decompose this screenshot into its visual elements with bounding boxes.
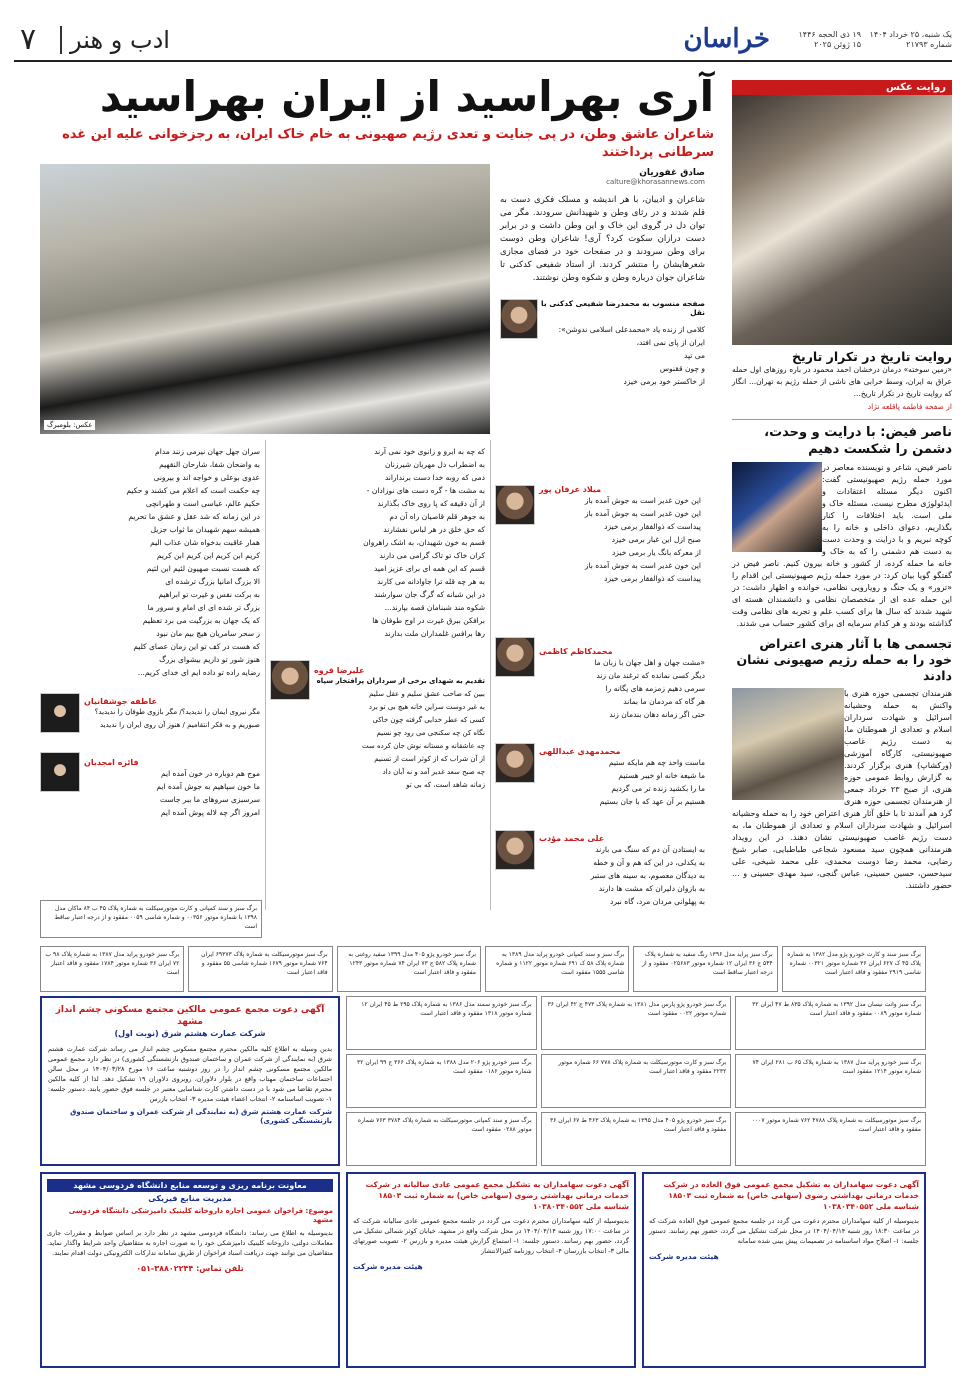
poem-line: هر گاه که مردمان ما بماند [623, 697, 705, 706]
poem-line: این خون غدیر است به جوش آمده باز [584, 496, 701, 505]
poet-portrait [495, 743, 535, 783]
date-line: شماره ۲۱۷۹۳ [906, 40, 952, 49]
poem-line: به غیر دوست سراین خانه هیچ بی تو برد [368, 703, 485, 711]
classified-ad: برگ سبز خودرو سمند مدل ۱۳۸۶ به شماره پلاک ۲۹۵ ط ۴۵ ایران ۱۲ شماره موتور ۱۳۱۸ مفقود و فاقد اعتبار است [346, 996, 537, 1050]
poem-line: تقدیم به شهدای برخی از سرداران پرافتخار سپاه [316, 677, 485, 685]
date-line: ۱۵ ژوئن ۲۰۲۵ [814, 40, 861, 49]
meeting-footer: شرکت عمارت هشتم شرق (به نمایندگی از شرکت عمران و ساختمان صندوق بازنشستگی کشوری) [70, 1108, 332, 1125]
section-title: ادب و هنر [70, 26, 170, 54]
ads-row-1 [40, 946, 926, 992]
feiz-photo [732, 462, 822, 552]
ad-box [40, 900, 262, 938]
poem-line: پیداست که ذوالفقار برمی خیزد [604, 574, 701, 583]
meeting-ad [40, 996, 340, 1166]
poem-line: که یک جهان به بزرگیت می برد تعظیم [142, 616, 260, 625]
classified-ad: برگ سبز موتورسیکلت به شماره پلاک ۶۹۳۷۳ ایران ۷۶۴ شماره موتور ۱۶۷۹ شماره شاسی ۵۵ مفقود و فاقد اعتبار است [188, 946, 332, 992]
poem-line: در این زمانه که شد عقل و عشق ما تحریم [128, 512, 260, 521]
photo-credit: از صفحه فاطمه پاقلعه نژاد [867, 402, 952, 411]
poem-line: ما را بکشید زنده تر می گردیم [611, 784, 705, 793]
poet-portrait [40, 752, 80, 792]
poem-line: حتی اگر زمانه دهان بندمان زند [609, 710, 705, 719]
poem-line: عدوی بوعلی و خواجه اند و بیرونی [153, 473, 260, 482]
poem-line: بزرگ تر شده ای ای امام و سرور ما [147, 603, 260, 612]
subhead: شاعران عاشق وطن، در پی جنایت و تعدی رژیم صهیونی به خام خاک ایران، به رجزخوانی علیه این غده سرطانی پرداختند [62, 127, 714, 160]
classified-ad: برگ سبز و سند کمپانی موتورسیکلت به شماره پلاک ۳۷۸۴ ۷۶۳ شماره موتور ۰۲۸۸ مفقود است [346, 1112, 537, 1166]
poem-line: شکوه مند شبنامان قصه بپارند... [384, 603, 485, 612]
story2-text: هنرمندان تجسمی حوزه هنری با واکنش به حمله وحشیانه اسرائیل و شهادت سرداران اسلام و تعدادی از هموطنان ما، به دست رژیم غاصب صهیونیستی، کارگاه آموزشی (ورکشاپ) هنری برگزار کردند. به گزارش روابط عمومی حوزه هنری، از صبح ۲۳ خرداد جمعی از هنرمندان تجسمی حوزه هنری گرد هم آمدند تا با خلق آثار هنری اعتراض خود را به حمله وحشیانه اسرائیل و شهادت سرداران اسلام و تعدادی از هموطنان ما، به دست رژیم غاصب صهیونیستی نشان دهند. در این رویداد هنرمندانی همچون سید مسعود شجاعی طباطبایی، صابر شیخ رضایی، محمد رضا دوست محمدی، علی محمد شیخی، علی سیدحسن، حسین حسینی، عباس گنجی، سید مهدی حسینی و ... حضور داشتند. [732, 689, 952, 890]
extra-footer: هیئت مدیره شرکت [649, 1252, 719, 1261]
debris-photo [732, 95, 952, 345]
extra-assembly-ad [642, 1172, 926, 1368]
poem-line: این خون غدیر است به جوش آمده باز [584, 509, 701, 518]
classified-ad: برگ سبز و کارت موتورسیکلت به شماره پلاک ۷۷۸ ۶۶ شماره موتور ۲۲۳۲ مفقود و فاقد اعتبار است [541, 1054, 732, 1108]
photo-text: «زمین سوخته» درمان درخشان احمد محمود در باره روزهای اول حمله عراق به ایران، وسط خرابی های ناشی از حمله رژیم به تهران... انگار که روایت تاریخ در تکرار تاریخ... [732, 365, 952, 398]
intro-column [500, 168, 705, 388]
poem-line: «مشت جهان و اهل جهان با زبان ما [594, 658, 705, 667]
date-block-2 [771, 30, 861, 50]
university-subject: موضوع: فراخوان عمومی اجاره داروخانه کلینیک دامپزشکی دانشگاه فردوسی مشهد [68, 1207, 333, 1224]
sidebar [732, 80, 952, 892]
small-ads-grid [346, 996, 926, 1166]
poem-line: و چون ققنوس [659, 364, 705, 373]
poem-line: زمانه شاهد است، که بی تو [406, 781, 485, 789]
poem-line: ما خون سپاهیم به جوش آمده ایم [156, 782, 260, 791]
assembly-ad [346, 1172, 636, 1368]
poet-name: فائزه امجدیان [84, 758, 139, 767]
poem-line: الا بزرگ امانیا بزرگ ترشده ای [165, 577, 260, 586]
page-number: ۷ [20, 22, 37, 57]
poet-portrait [500, 299, 538, 339]
poem-line: از خاکستر خود برمی خیزد [623, 377, 705, 386]
poem-line: نگاه کن چه سکنجی می رود چو نسیم [376, 729, 485, 737]
story2-title: تجسمی ها با آثار هنری اعتراض خود را به حمله رژیم صهیونی نشان دادند [736, 636, 952, 683]
poem-line: سرمی دهیم زمزمه های یگانه را [605, 684, 705, 693]
poems-column-b [270, 445, 485, 792]
meeting-title: آگهی دعوت مجمع عمومی مالکین مجتمع مسکونی چشم انداز مشهد [55, 1005, 325, 1027]
classified-ad: برگ سبز موتورسیکلت به شماره پلاک ۴۷۸۸ ۷۶۲ شماره موتور ۰۰۰۷ مفقود و فاقد اعتبار است [735, 1112, 926, 1166]
poet-name: محمدمهدی عبداللهی [539, 747, 621, 756]
classified-ad: برگ سبز خودرو پژو ۲۰۶ مدل ۱۳۸۸ به شماره پلاک ۳۶۶ ج ۹۹ ایران ۳۲ شماره موتور ۰۱۸۶ مفقود است [346, 1054, 537, 1108]
classified-ad: برگ سبز سند و کارت خودرو پژو مدل ۱۳۸۲ به شماره پلاک ۴۵ ک ۶۲۷ ایران ۳۶ شماره موتور ۰۰۳۲۱ شماره شاسی ۲۹۱۹ مفقود و فاقد اعتبار است [782, 946, 926, 992]
artist-photo [732, 688, 844, 800]
meeting-sub: شرکت عمارت هشتم شرق (نوبت اول) [114, 1029, 266, 1038]
poem-line: ما شیعه خانه او خیبر هستیم [618, 771, 705, 780]
poet-portrait [40, 693, 80, 733]
poems-column-c [40, 445, 260, 819]
poet-name: علیرضا قزوه [314, 666, 365, 675]
poem-line: به یکدلی، در این که هم و آن و خطه [593, 858, 705, 867]
poem-line: به واضحان شفا، شارحان النقهیم [159, 460, 260, 469]
assembly-text: بدینوسیله از کلیه سهامداران محترم دعوت می گردد در جلسه مجمع عمومی عادی سالیانه شرکت که در ساعت ۱۷:۰۰ روز شنبه ۱۴۰۴/۰۴/۱۴ در محل شرکت واقع در مشهد، خیابان کوثر شمالی تشکیل می گردد، حضور بهم رسانند. دستور جلسه: ۱- استماع گزارش هیئت مدیره و بازرس ۲- تصویب صورتهای مالی ۳- انتخاب بازرسان ۴- انتخاب روزنامه کثیرالانتشار [353, 1217, 629, 1255]
poem-line: ماست واحد چه هم مایکه ستیم [608, 758, 705, 767]
poet-portrait [495, 830, 535, 870]
poet-portrait [495, 485, 535, 525]
author-email: calture@khorasannews.com [606, 178, 705, 186]
poem-line: از آن شراب که از کوثر است از تسنیم [374, 755, 485, 763]
classified-ad: برگ سبز خودرو پژو ۴۰۵ مدل ۱۳۹۵ به شماره پلاک ۴۶۳ ط ۶۷ ایران ۳۶ مفقود و فاقد اعتبار است [541, 1112, 732, 1166]
poem-line: به برکت نفس و غیرت تو ابراهیم [158, 590, 260, 599]
meeting-text: بدین وسیله به اطلاع کلیه مالکین محترم مجتمع مسکونی چشم انداز می رساند شرکت عمارت هشتم شرق (به نمایندگی از شرکت عمران و ساختمان صندوق بازنشستگی کشوری) در نظر دارد مجمع عمومی مالکین مجتمع مسکونی چشم انداز را در روز دوشنبه ساعت ۱۶ مورخ ۱۴۰۴/۰۳/۲۸ در محل سالن اجتماعات ساختمان مهتاب واقع در بلوار دلاوران، روبروی دلاوران ۱۹ تشکیل دهد. لذا از کلیه مالکین محترم تقاضا می شود با در دست داشتن کارت شناسایی معتبر در جلسه فوق حضور یابند. دستور جلسه: ۱- تصویب اساسنامه ۲- انتخاب اعضاء هیئت مدیره ۳- انتخاب بازرس [48, 1045, 333, 1103]
poem-line: که هست نسبت صهیون لئیم ابن لئیم [146, 564, 260, 573]
poem-line: رها برافس غلمداران ملت بدارند [384, 629, 485, 638]
poem-line: قسم به خون شهیدان، به اشک راهروان [363, 538, 485, 547]
poem-line: هستیم بر آن عهد که با جان بستیم [599, 797, 705, 806]
poet-name: محمدکاظم کاظمی [539, 647, 613, 656]
poem-line: که حق خلق در هر لباس نفشارند [383, 525, 485, 534]
university-text: بدینوسیله به اطلاع می رساند: دانشگاه فردوسی مشهد در نظر دارد بر اساس ضوابط و مقررات جاری معاملات دولتی، داروخانه کلینیک دامپزشکی خود را به صورت اجاره به متقاضیان واجد شرایط واگذار نماید. متقاضیان می توانند جهت دریافت اسناد فراخوان از طریق سامانه تدارکات الکترونیکی دولت اقدام نمایند. [47, 1229, 333, 1257]
sidebar-label: روایت عکس [732, 80, 952, 95]
story1-text: ناصر فیض، شاعر و نویسنده معاصر در مورد حمله رژیم صهیونیستی گفت: اکنون دیگر مسئله اعتقادات و ایدئولوژی مطرح نیست، مسئله خاک و ملی است. باید اختلافات را کنار بگذاریم، دعوای داخلی و خانه را به کوچه نبریم و با درایت و وحدت دست به دست هم دشمنی را که به خاک و خانه ما حمله کرده، از کشور و خانه بیرون کنیم. ناصر فیض در گفتگو گویا بیان کرد: در مورد حمله رژیم صهیونیستی این اقدام را «ترور» و یک جنگ و رویارویی نظامی، خوانده و اظهار داشت: در این حمله عده ای از متخصصان نظامی و دانشمندان هسته ای شهید شدند که سال ها برای کسب علم و تجربه های نظامی وقت گذاشته بودند و هر کدام سرمایه ای برای کشور حساب می شدند. [732, 463, 952, 628]
masthead [0, 0, 966, 58]
poet-portrait [495, 637, 535, 677]
poem-line: که چه به ابرو و زانوی خود نمی آرند [374, 447, 485, 456]
university-phone: تلفن تماس: ۳۸۸۰۲۲۴۴-۰۵۱ [136, 1264, 244, 1273]
logo: خراسان [683, 24, 770, 54]
photo-title: روایت تاریخ در تکرار تاریخ [792, 349, 952, 364]
university-title: معاونت برنامه ریزی و توسعه منابع دانشگاه فردوسی مشهد [47, 1179, 333, 1192]
story1-title: ناصر فیض: با درایت و وحدت، دشمن را شکست دهیم [764, 425, 952, 457]
poem-line: امروز اگر چه لاله پوش آمده ایم [160, 808, 260, 817]
poem-line: دیگر کسی نمانده که ترغند مان زند [596, 671, 705, 680]
poem-line: ایران از پای نمی افتد، [636, 338, 705, 347]
classified-ad: برگ سبز وانت نیسان مدل ۱۳۹۲ به شماره پلاک ۸۳۵ ط ۴۷ ایران ۳۲ شماره موتور ۰۰۸۹ مفقود و فاقد اعتبار است [735, 996, 926, 1050]
poet-name: علی محمد مؤدب [539, 834, 605, 843]
date-line: ۱۹ ذی الحجه ۱۴۴۶ [798, 30, 861, 39]
classified-ad: برگ سبز پراید مدل ۱۳۹۶ رنگ سفید به شماره پلاک ۵۴۴ ج ۳۶ ایران ۱۲ شماره موتور ۰۲۵۶۸۳ مفقود و از درجه اعتبار ساقط است [633, 946, 777, 992]
poem-line: به پهلوانی مردان مرد، گاه نبرد [610, 897, 705, 906]
poem-line: به مشت ها - گره دست های نوزادان - [366, 486, 485, 495]
poem-line: قسم که این همه ای برای عزیز امید [373, 564, 485, 573]
poem-line: دمی که روبه خدا دست برنداراند [384, 473, 485, 482]
classified-ad: برگ سبز و سند کمپانی خودرو پراید مدل ۱۳۸۹ به شماره پلاک ۵۸ ک ۶۹۱ شماره موتور ۱۱۲۲ و شماره شاسی ۱۵۵۵ مفقود است [485, 946, 629, 992]
poem-line: این خون غدیر است به جوش آمده باز [584, 561, 701, 570]
poem-line: کران خاک تو تاک گرامی می دارند [379, 551, 485, 560]
main-photo [40, 164, 490, 434]
poem-line: ببین که صاحب عشق سلیم و عقل سلیم [368, 690, 485, 698]
poem-line: رضایه راده تو داده ایم ای خدای کریم... [137, 668, 260, 677]
poet-name: عاطفه جوشقانیان [84, 697, 157, 706]
poet-portrait [270, 660, 310, 700]
author: صادق غفوریان [639, 168, 705, 178]
main-photo-credit: عکس: بلومبرگ [44, 420, 95, 430]
poem-line: برافکن ببرق غیرت در اوج طوفان ها [372, 616, 485, 625]
ad-text: برگ سبز و سند کمپانی و کارت موتورسیکلت به شماره پلاک ۴۵ ب ۸۴ ماکان مدل ۱۳۹۸ با شماره موتور ۰۰۳۵۶ و شماره شاسی ۰۰۵۹ مفقود و از درجه اعتبار ساقط است [40, 900, 262, 938]
poem-line: در این شبانه که گرگ جان سوارشند [374, 590, 485, 599]
poem-line: سران جهل جهان نیرمی زنند مدام [155, 447, 260, 456]
poem-line: از آن دقیقه که پا روی خاک بگذارند [377, 499, 485, 508]
poem-line: می تپد [684, 351, 705, 360]
intro-text: شاعران و ادیبان، با هر اندیشه و مسلک فکری دست به قلم شدند و در رثای وطن و شهیدانش سرودند. مگر می توان دل در گروی این خاک و این وطن داشت و در برابر دست درازان سکوت کرد؟ آری! شاعران وطن دوست برای وطن سرودند و در صفحات خود در فضای مجازی شعرهایشان را منتشر کردند. از استاد شفیعی کدکنی تا شاعران جوان درباره وطن و شکوه وطن نوشتند. [500, 195, 705, 283]
poem-line: صبوریم و به فکر انتقامیم / هنوز آن روی ایران را ندیدید [99, 721, 260, 729]
poem-line: از معرکه بانگ یار برمی خیزد [611, 548, 701, 557]
extra-text: بدینوسیله از کلیه سهامداران محترم دعوت می گردد در جلسه مجمع عمومی فوق العاده شرکت که در ساعت ۱۸:۳۰ روز شنبه ۱۴۰۴/۰۴/۱۴ در محل شرکت تشکیل می گردد، حضور بهم رسانند. دستور جلسه: ۱- اصلاح مواد اساسنامه در تصمیمات پیش بینی شده سامانه [649, 1217, 919, 1245]
assembly-title: آگهی دعوت سهامداران به تشکیل مجمع عمومی عادی سالیانه در شرکت خدمات درمانی بهداشتی رضوی (سهامی خاص) به شماره ثبت ۱۸۵۰۳ شناسه ملی ۱۰۳۸۰۳۴۰۵۵۲ [365, 1180, 629, 1211]
poem-line: حکیم عالم، عباسی است و طهرانچی [145, 499, 260, 508]
poem-line: صبح ازل این غبار برمی خیزد [611, 535, 701, 544]
poem-line: چه صبح سعد غدیر آمد و نه آبان داد [382, 768, 485, 776]
poem-line: به دیدگان معصوم، به سینه های ستبر [590, 871, 705, 880]
poem-line: موج هم دوباره در خون آمده ایم [161, 769, 260, 778]
assembly-footer: هیئت مدیره شرکت [353, 1262, 423, 1271]
date-line: یک شنبه، ۲۵ خرداد ۱۴۰۴ [869, 30, 952, 39]
poem-line: پیداست که ذوالفقار برمی خیزد [604, 522, 701, 531]
poem-line: به هر چه قله ترا جاوادانه می کارند [377, 577, 485, 586]
poem-line: همیشه سهم شهیدان ما ثواب جزیل [150, 525, 260, 534]
classified-ad: برگ سبز خودرو پراید مدل ۱۳۸۷ به شماره پلاک ۹۸ ب ۷۲ ایران ۳۶ شماره موتور ۱۷۸۴ مفقود و فاقد اعتبار است [40, 946, 184, 992]
classified-ad: برگ سبز خودرو پژو پارس مدل ۱۳۸۱ به شماره پلاک ۴۷۳ ج ۴۲ ایران ۳۶ شماره موتور ۰۰۲۲ مفقود است [541, 996, 732, 1050]
classified-ad: برگ سبز خودرو پراید مدل ۱۳۸۷ به شماره پلاک ۶۵ ب ۲۸۱ ایران ۷۴ شماره موتور ۱۲۱۴ مفقود است [735, 1054, 926, 1108]
poem-line: کسی که عطر خدایی گرفته چون خاکی [372, 716, 485, 724]
university-ad [40, 1172, 340, 1368]
poem-line: به ایستادن آن دم که سنگ می بارند [595, 845, 705, 854]
poem-line: مگر نیروی ایمان را ندیدید؟/ مگر بازوی طوفان را ندیدید؟ [94, 708, 260, 716]
poem-line: چه حکمت است که اعلام می کشند و حکیم [126, 486, 260, 495]
poem-line: سرسبزی سروهای ما ببر جاست [159, 795, 260, 804]
poem-line: هنوز شور تو داریم بیشوای بزرگ [159, 655, 260, 664]
poem-line: به اضطراب دل مهربان شیرزنان [384, 460, 485, 469]
headline: آری بهراسید از ایران بهراسید [99, 72, 714, 121]
poem-line: چه عاشقانه و مستانه نوش جان کرده ست [362, 742, 485, 750]
poem-line: که هست در کف تو این زمان عصای کلیم [133, 642, 260, 651]
poems-column-a [495, 455, 705, 908]
university-sub: مدیریت منابع فیزیکی [148, 1194, 232, 1203]
extra-title: آگهی دعوت سهامداران به تشکیل مجمع عمومی فوق العاده در شرکت خدمات درمانی بهداشتی رضوی (سهامی خاص) به شماره ثبت ۱۸۵۰۳ شناسه ملی ۱۰۳۸۰۳۴۰۵۵۲ [663, 1180, 919, 1211]
poem-line: همار عاقبت بدخواه شان عذاب الیم [150, 538, 260, 547]
classified-ad: برگ سبز خودرو پژو ۴۰۵ مدل ۱۳۹۹ سفید روغنی به شماره پلاک ۵۸۲ ج ۷۳ ایران ۷۴ شماره موتور ۱۲۴۳ مفقود و فاقد اعتبار است [337, 946, 481, 992]
poem-line: کلامی از زنده یاد «محمدعلی اسلامی ندوشن»: [558, 325, 705, 334]
poem-line: کریم ابن کریم ابن کریم ابن کریم [156, 551, 260, 560]
poem-line: به جوهر قلم قاصیان راه آن دم [389, 512, 485, 521]
poet-name: صفحه منسوب به محمدرضا شفیعی کدکنی با نقل [541, 299, 705, 317]
poet-name: میلاد عرفان پور [539, 485, 602, 494]
poem-line: ز سحر سامریان هیچ بیم مان نبود [156, 629, 260, 638]
poem-line: به بازوان دلیران که مشت ها دارند [598, 884, 705, 893]
headline-block [14, 70, 714, 162]
